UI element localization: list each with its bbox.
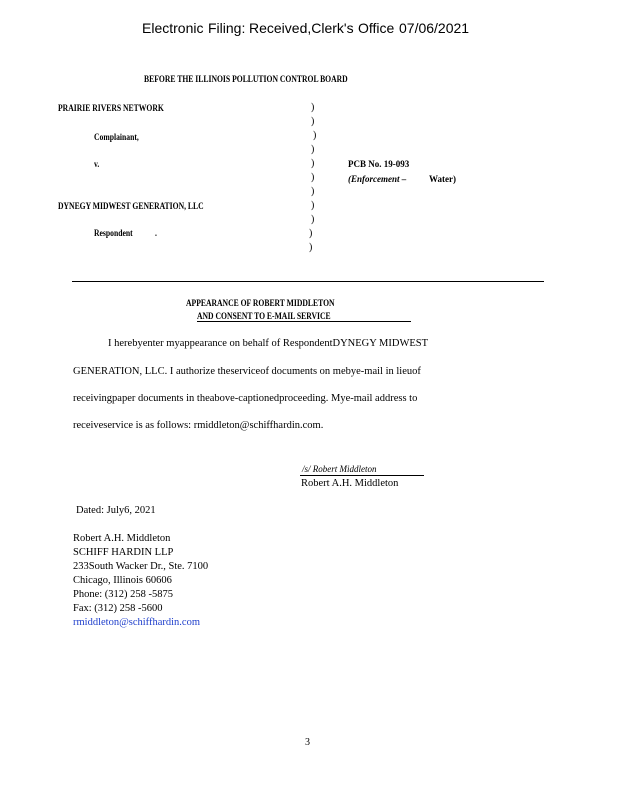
caption-paren: ) (311, 186, 315, 197)
title-underline (197, 321, 411, 322)
dated-line: Dated: July6, 2021 (76, 505, 156, 516)
caption-paren: ) (309, 242, 313, 253)
complainant-role: Complainant, (94, 132, 139, 142)
respondent-name: DYNEGY MIDWEST GENERATION, LLC (58, 201, 204, 211)
caption-paren: ) (309, 228, 313, 239)
address-street: 233South Wacker Dr., Ste. 7100 (73, 561, 209, 572)
stamp-date: 07/06/2021 (399, 20, 470, 36)
caption-paren: ) (311, 116, 315, 127)
signature-name: Robert A.H. Middleton (301, 478, 399, 489)
caption-paren: ) (311, 172, 315, 183)
body-line-2: GENERATION, LLC. I authorize theserviceof documents on mebye-mail in lieuof (73, 366, 421, 377)
stamp-received: Received,Clerk's (249, 20, 354, 36)
caption-divider (72, 281, 544, 282)
caption-paren: ) (311, 102, 315, 113)
case-number: PCB No. 19-093 (348, 159, 410, 169)
caption-paren: ) (311, 214, 315, 225)
email-link[interactable]: rmiddleton@schiffhardin.com (73, 617, 200, 628)
caption-paren: ) (311, 158, 315, 169)
stamp-office: Office (358, 20, 395, 36)
versus-label: v. (94, 159, 100, 169)
stamp-filing: Filing: (208, 20, 246, 36)
appearance-title-line1: APPEARANCE OF ROBERT MIDDLETON (186, 298, 335, 308)
board-heading: BEFORE THE ILLINOIS POLLUTION CONTROL BOARD (144, 74, 348, 84)
address-firm: SCHIFF HARDIN LLP (73, 547, 174, 558)
page-number: 3 (305, 737, 310, 748)
signature-rule (300, 475, 424, 476)
body-line-3: receivingpaper documents in theabove-captionedproceeding. Mye-mail address to (73, 393, 418, 404)
caption-paren: ) (313, 130, 317, 141)
case-type: (Enforcement – (348, 174, 407, 184)
body-line-1: I herebyenter myappearance on behalf of RespondentDYNEGY MIDWEST (108, 338, 429, 349)
caption-paren: ) (311, 200, 315, 211)
respondent-role: Respondent (94, 228, 133, 238)
body-line-4: receiveservice is as follows: rmiddleton@schiffhardin.com. (73, 420, 324, 431)
address-city: Chicago, Illinois 60606 (73, 575, 172, 586)
appearance-title-line2: AND CONSENT TO E-MAIL SERVICE (197, 311, 331, 321)
respondent-period: . (155, 228, 157, 238)
stamp-label: Electronic (142, 20, 204, 36)
signature-s-line: /s/ Robert Middleton (302, 464, 377, 474)
caption-paren: ) (311, 144, 315, 155)
address-name: Robert A.H. Middleton (73, 533, 171, 544)
address-phone: Phone: (312) 258 -5875 (73, 589, 174, 600)
complainant-name: PRAIRIE RIVERS NETWORK (58, 103, 164, 113)
case-type-end: Water) (429, 174, 456, 184)
address-fax: Fax: (312) 258 -5600 (73, 603, 163, 614)
